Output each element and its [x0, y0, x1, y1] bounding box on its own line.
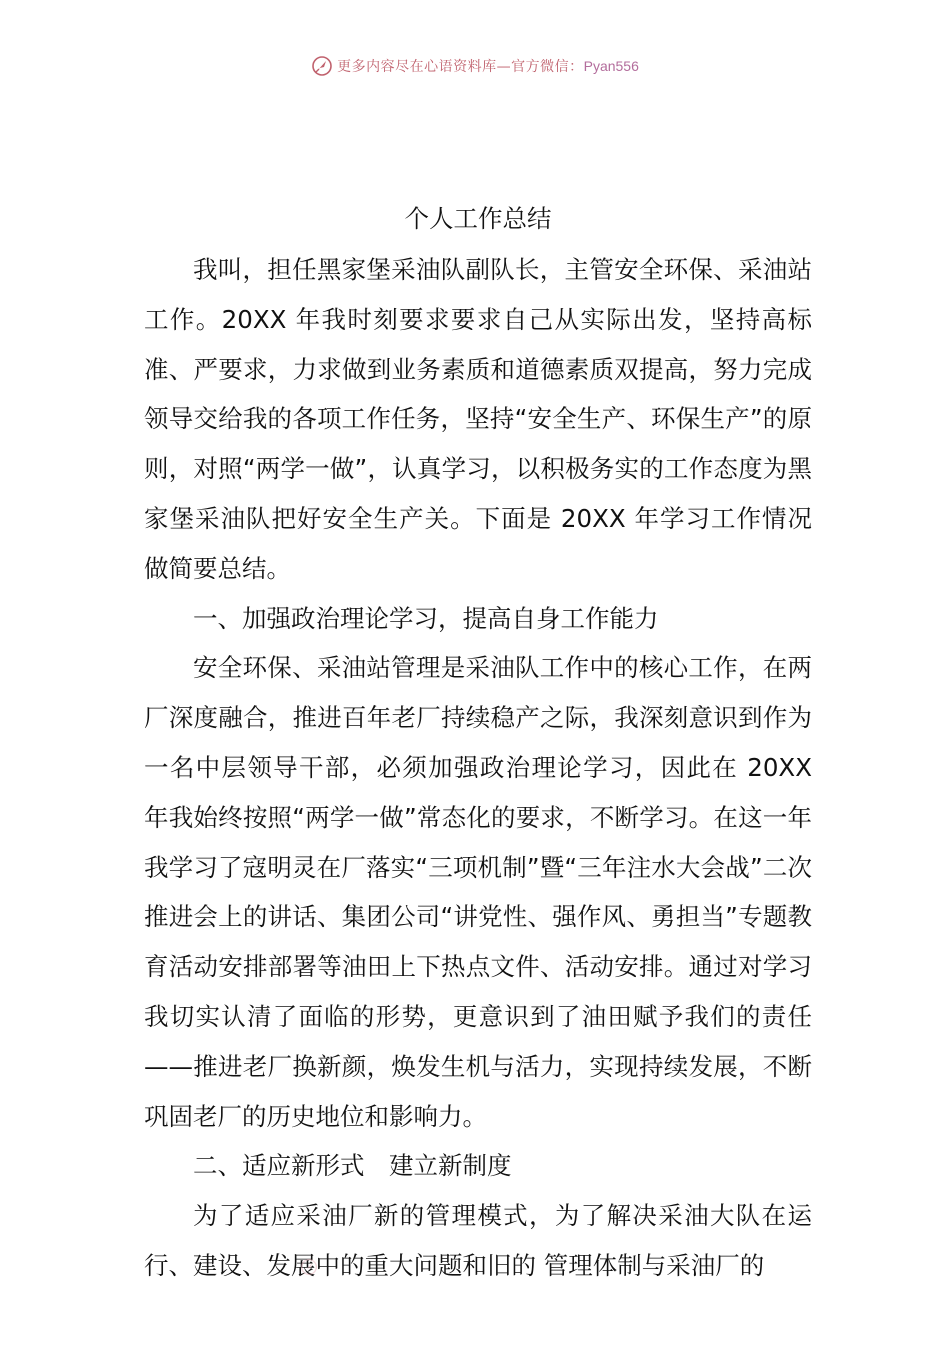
quill-logo-icon: [311, 55, 333, 77]
document-body: [144, 193, 812, 1291]
paragraph-section-2: 为了适应采油厂新的管理模式，为了解决采油大队在运行、建设、发展中的重大问题和旧的 管理体制与采油厂的: [144, 1201, 812, 1280]
paragraph-intro: 我叫，担任黑家堡采油队副队长，主管安全环保、采油站工作。20XX 年我时刻要求要求自己从实际出发，坚持高标准、严要求，力求做到业务素质和道德素质双提高，努力完成领导交给我的各项工作任务，坚持“安全生产、环保生产”的原则，对照“两学一做”，认真学习，以积极务实的工作态度为黑家堡采油队把好安全生产关。下面是 20XX 年学习工作情况做简要总结。: [144, 255, 812, 583]
section-heading-1: 一、加强政治理论学习，提高自身工作能力: [193, 603, 659, 633]
section-heading-2: 二、适应新形式 建立新制度: [193, 1151, 512, 1181]
document-title: 个人工作总结: [404, 204, 552, 233]
watermark-text: 更多内容尽在心语资料库—官方微信：: [337, 59, 584, 75]
paragraph-section-1: 安全环保、采油站管理是采油队工作中的核心工作，在两厂深度融合，推进百年老厂持续稳产之际，我深刻意识到作为一名中层领导干部，必须加强政治理论学习，因此在 20XX 年我始终按照“两学一做”常态化的要求，不断学习。在这一年我学习了寇明灵在厂落实“三项机制”暨“三年注水大会战”二次推进会上的讲话、集团公司“讲党性、强作风、勇担当”专题教育活动安排部署等油田上下热点文件、活动安排。通过对学习我切实认清了面临的形势，更意识到了油田赋予我们的责任——推进老厂换新颜，焕发生机与活力，实现持续发展，不断巩固老厂的历史地位和影响力。: [144, 653, 812, 1131]
header-watermark: [0, 55, 950, 77]
watermark-account: Pyan556: [583, 58, 639, 74]
